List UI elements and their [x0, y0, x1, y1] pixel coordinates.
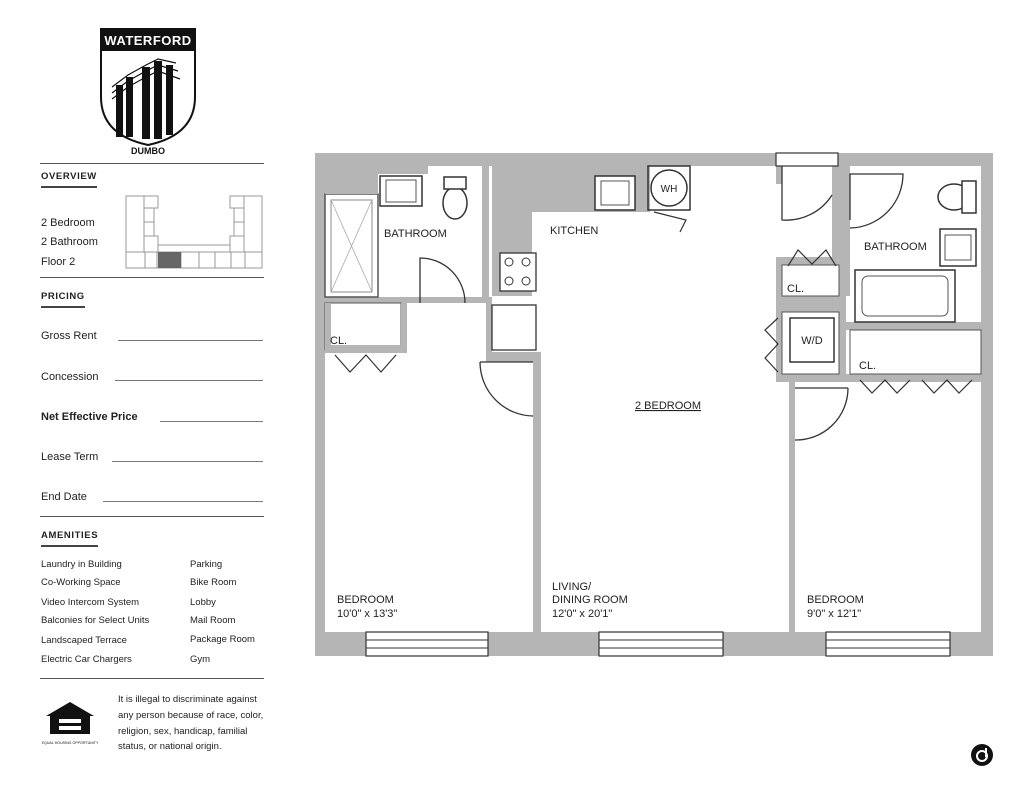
fair-housing-disclaimer: It is illegal to discriminate against any person because of race, color, religion, sex, handicap, familial status, or national origin.: [118, 694, 264, 753]
amenity-item: Balconies for Select Units: [41, 615, 150, 626]
room-label-bathroom-left: BATHROOM: [384, 228, 447, 240]
amenity-item: Parking: [190, 559, 223, 570]
room-size-bedroom-right: 9'0" x 12'1": [807, 608, 862, 620]
overview-bedrooms: 2 Bedroom: [41, 217, 95, 229]
net-effective-label: Net Effective Price: [41, 411, 138, 423]
amenity-item: Co-Working Space: [41, 577, 121, 588]
logo-title: WATERFORD: [104, 33, 192, 48]
pricing-heading: PRICING: [41, 291, 85, 308]
room-label-closet-left: CL.: [330, 335, 348, 347]
amenity-item: Bike Room: [190, 577, 237, 588]
amenity-item: Mail Room: [190, 615, 236, 626]
amenity-item: Gym: [190, 654, 211, 665]
amenity-item: Package Room: [190, 634, 255, 645]
overview-heading: OVERVIEW: [41, 171, 97, 188]
amenity-item: Laundry in Building: [41, 559, 122, 570]
amenity-item: Landscaped Terrace: [41, 635, 127, 646]
room-label-bedroom-left: BEDROOM: [337, 594, 394, 606]
gross-rent-label: Gross Rent: [41, 330, 97, 342]
room-size-bedroom-left: 10'0" x 13'3": [337, 608, 398, 620]
room-label-closet-right: CL.: [859, 360, 877, 372]
room-label-bedroom-right: BEDROOM: [807, 594, 864, 606]
equal-housing-text: EQUAL HOUSING OPPORTUNITY: [42, 741, 98, 745]
room-size-living: 12'0" x 20'1": [552, 608, 613, 620]
overview-floor: Floor 2: [41, 256, 76, 268]
room-label-living-1: LIVING/: [552, 581, 592, 593]
room-label-kitchen: KITCHEN: [550, 225, 599, 237]
room-label-wh: WH: [660, 184, 678, 195]
amenity-item: Lobby: [190, 597, 216, 608]
lease-term-label: Lease Term: [41, 451, 99, 463]
concession-label: Concession: [41, 371, 99, 383]
amenity-item: Video Intercom System: [41, 597, 140, 608]
room-label-closet-mid: CL.: [787, 283, 805, 295]
logo-subtitle: DUMBO: [131, 146, 165, 156]
amenities-heading: AMENITIES: [41, 530, 98, 547]
floorplan-title: 2 BEDROOM: [634, 400, 702, 412]
overview-bathrooms: 2 Bathroom: [41, 236, 98, 248]
room-label-living-2: DINING ROOM: [552, 594, 628, 606]
room-label-bathroom-right: BATHROOM: [864, 241, 927, 253]
amenity-item: Electric Car Chargers: [41, 654, 132, 665]
room-label-wd: W/D: [801, 335, 823, 347]
end-date-label: End Date: [41, 491, 87, 503]
